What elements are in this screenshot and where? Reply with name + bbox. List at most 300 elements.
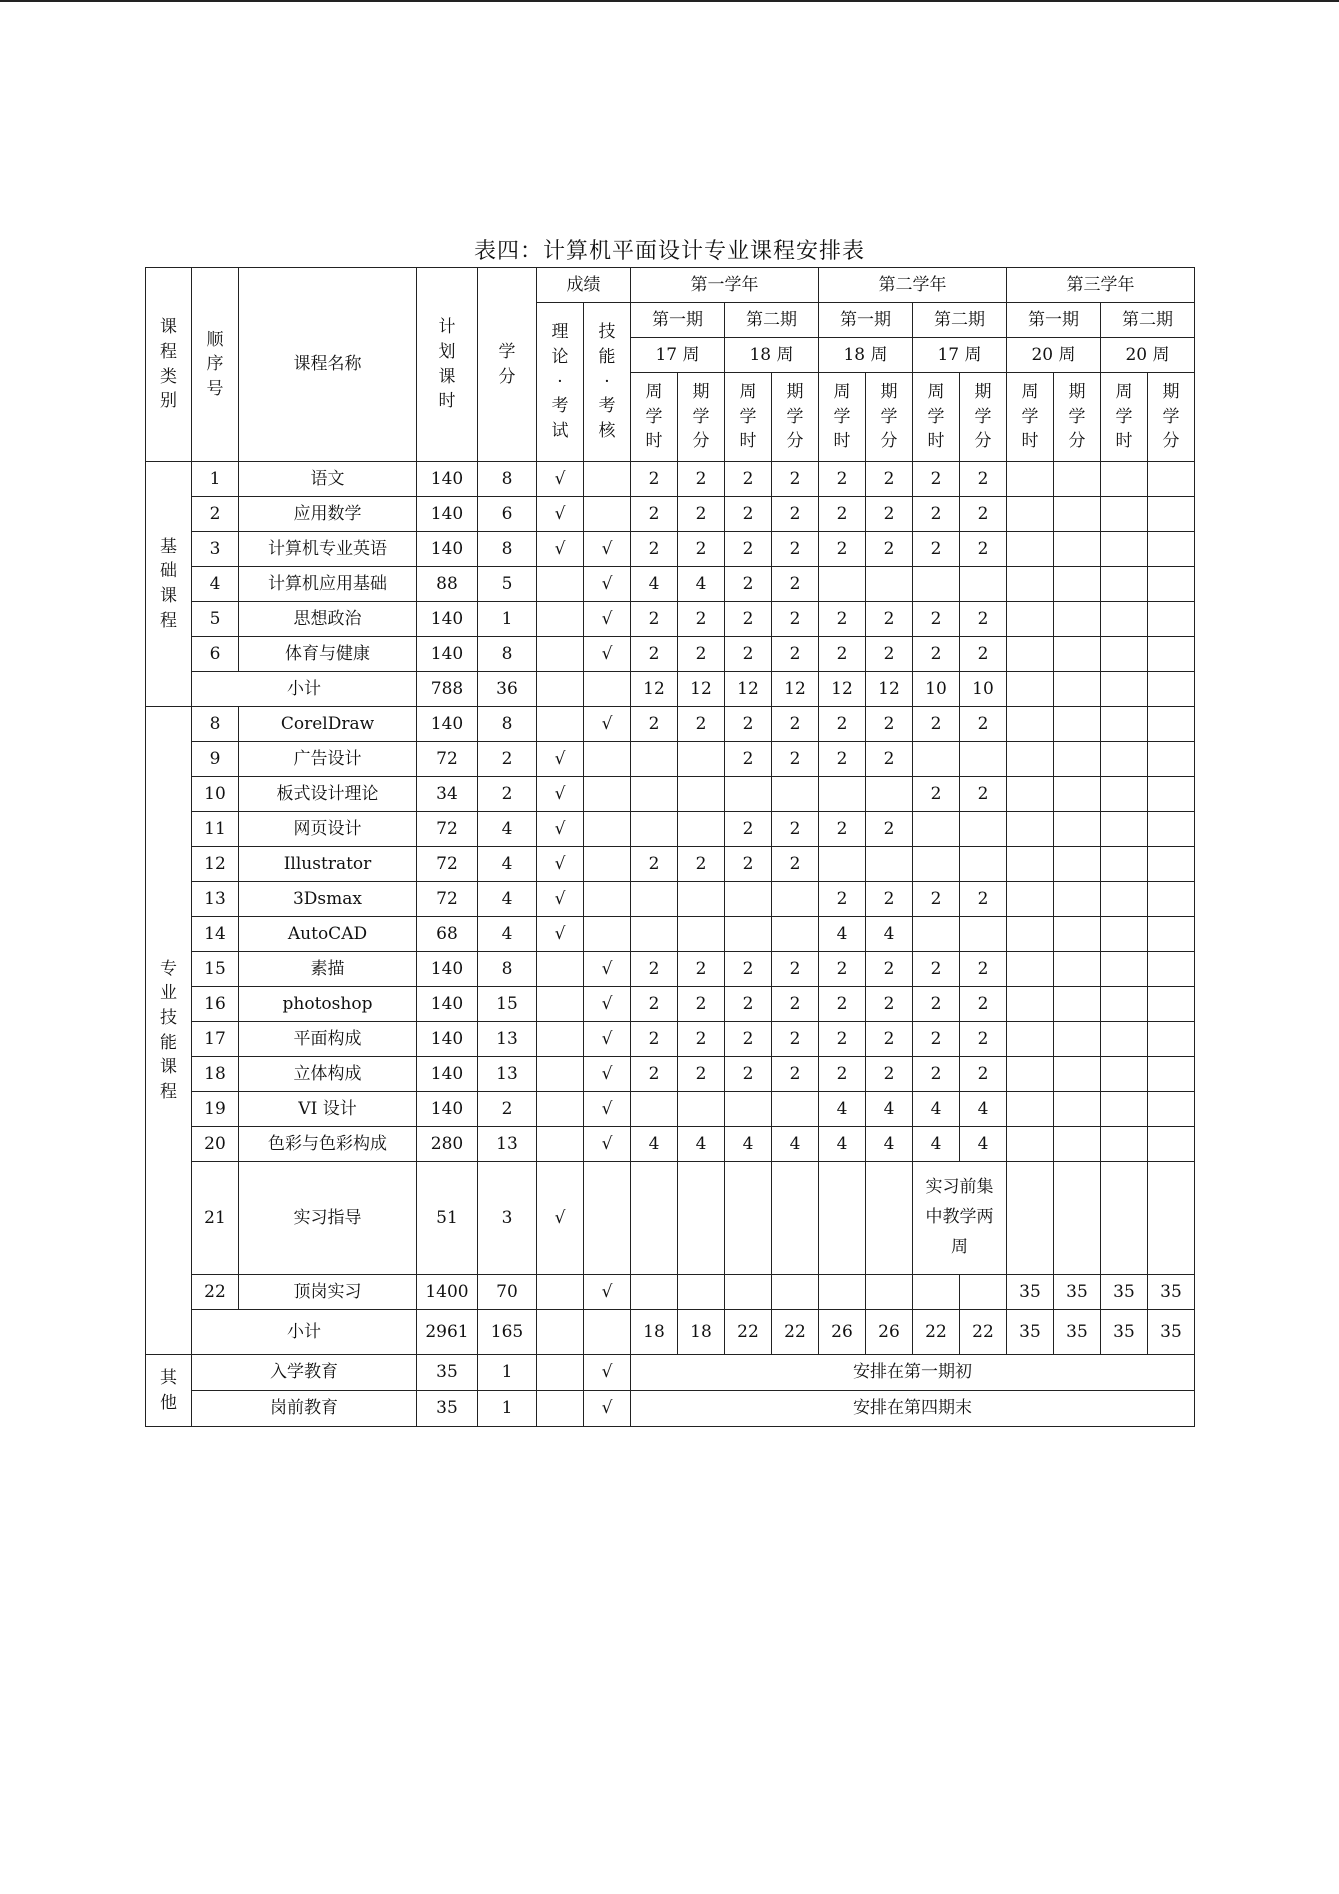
theory-exam-cell [537,952,584,987]
theory-exam-cell [537,1127,584,1162]
subtotal-hours: 2961 [417,1310,478,1355]
theory-exam-cell: √ [537,847,584,882]
seq-cell: 20 [192,1127,239,1162]
schedule-cell [772,882,819,917]
course-name-cell: 立体构成 [239,1057,417,1092]
schedule-cell [1148,987,1195,1022]
schedule-cell: 2 [960,1022,1007,1057]
table-row [146,497,1195,532]
course-name-cell: 素描 [239,952,417,987]
header-term-credits: 期 学 分 [960,373,1007,462]
schedule-cell [1101,497,1148,532]
subtotal-label: 小计 [192,1310,417,1355]
schedule-cell [1148,742,1195,777]
credits-cell: 6 [478,497,537,532]
schedule-cell: 2 [772,847,819,882]
schedule-cell [725,1092,772,1127]
theory-exam-cell [537,637,584,672]
schedule-cell: 2 [631,602,678,637]
schedule-cell [1148,1022,1195,1057]
table-row [146,812,1195,847]
schedule-cell: 35 [1054,1275,1101,1310]
schedule-cell: 2 [866,602,913,637]
schedule-cell: 2 [960,777,1007,812]
header-credits: 学 分 [478,268,537,462]
hours-cell: 35 [417,1355,478,1391]
schedule-cell: 35 [1148,1275,1195,1310]
schedule-cell: 2 [866,532,913,567]
seq-cell: 2 [192,497,239,532]
schedule-cell [1054,497,1101,532]
schedule-cell: 2 [960,952,1007,987]
credits-cell: 2 [478,777,537,812]
schedule-cell: 2 [913,637,960,672]
theory-exam-cell: √ [537,777,584,812]
course-name-cell: 顶岗实习 [239,1275,417,1310]
schedule-cell [1054,462,1101,497]
schedule-cell: 2 [772,602,819,637]
hours-cell: 140 [417,637,478,672]
table-row [146,637,1195,672]
subtotal-cell: 12 [772,672,819,707]
schedule-cell: 2 [725,602,772,637]
schedule-cell [1101,1127,1148,1162]
table-row [146,532,1195,567]
subtotal-cell: 22 [960,1310,1007,1355]
schedule-cell [631,917,678,952]
schedule-cell: 2 [631,952,678,987]
schedule-cell [1054,567,1101,602]
credits-cell: 1 [478,602,537,637]
header-term: 第二期 [913,303,1007,338]
seq-cell: 19 [192,1092,239,1127]
schedule-cell [678,1162,725,1275]
subtotal-cell [1148,672,1195,707]
schedule-cell: 2 [631,707,678,742]
schedule-cell [772,777,819,812]
schedule-cell [1007,462,1054,497]
schedule-cell: 2 [960,532,1007,567]
header-weeks: 20 周 [1007,338,1101,373]
schedule-cell [1054,707,1101,742]
subtotal-cell: 22 [725,1310,772,1355]
schedule-cell [1054,637,1101,672]
schedule-cell [631,812,678,847]
subtotal-cell: 26 [819,1310,866,1355]
header-week-hours: 周 学 时 [913,373,960,462]
schedule-cell [1101,1162,1148,1275]
hours-cell: 140 [417,1022,478,1057]
schedule-cell [1148,567,1195,602]
schedule-cell: 2 [913,602,960,637]
header-course-name: 课程名称 [239,268,417,462]
schedule-cell [725,1275,772,1310]
credits-cell: 13 [478,1022,537,1057]
internship-note-cell: 实习前集中教学两周 [913,1162,1007,1275]
theory-exam-cell [537,567,584,602]
table-row [146,742,1195,777]
skill-exam-cell: √ [584,532,631,567]
schedule-cell [1007,497,1054,532]
theory-exam-cell [537,602,584,637]
schedule-cell [1007,707,1054,742]
subtotal-cell: 10 [960,672,1007,707]
subtotal-skill [584,672,631,707]
schedule-cell: 4 [819,1127,866,1162]
subtotal-cell [1007,672,1054,707]
header-category: 课 程 类 别 [146,268,192,462]
schedule-cell [1007,1057,1054,1092]
schedule-cell: 2 [725,497,772,532]
schedule-cell: 2 [819,742,866,777]
schedule-cell [678,917,725,952]
theory-exam-cell [537,1275,584,1310]
subtotal-cell: 35 [1148,1310,1195,1355]
course-name-cell: 3Dsmax [239,882,417,917]
theory-exam-cell [537,1022,584,1057]
schedule-cell: 4 [678,1127,725,1162]
seq-cell: 13 [192,882,239,917]
schedule-cell [1007,637,1054,672]
table-row [146,847,1195,882]
schedule-cell: 2 [678,987,725,1022]
schedule-cell: 2 [725,637,772,672]
schedule-cell: 2 [913,1022,960,1057]
schedule-cell [1148,462,1195,497]
schedule-cell: 2 [819,987,866,1022]
schedule-cell: 2 [913,707,960,742]
header-week-hours: 周 学 时 [725,373,772,462]
header-weeks: 17 周 [631,338,725,373]
seq-cell: 4 [192,567,239,602]
header-week-hours: 周 学 时 [1007,373,1054,462]
schedule-cell [819,847,866,882]
schedule-cell [1148,847,1195,882]
schedule-cell [1054,532,1101,567]
hours-cell: 140 [417,952,478,987]
schedule-cell [1007,742,1054,777]
schedule-cell: 2 [772,707,819,742]
schedule-cell [1054,987,1101,1022]
course-name-cell: 实习指导 [239,1162,417,1275]
schedule-cell: 2 [960,637,1007,672]
table-row [146,1275,1195,1310]
schedule-cell: 2 [819,532,866,567]
schedule-cell: 4 [725,1127,772,1162]
theory-exam-cell [537,987,584,1022]
header-term-credits: 期 学 分 [866,373,913,462]
course-name-cell: 板式设计理论 [239,777,417,812]
schedule-cell: 2 [819,952,866,987]
subtotal-cell: 12 [725,672,772,707]
header-year-3: 第三学年 [1007,268,1195,303]
schedule-cell: 35 [1101,1275,1148,1310]
skill-exam-cell [584,847,631,882]
credits-cell: 5 [478,567,537,602]
schedule-cell: 2 [772,742,819,777]
schedule-cell [913,1275,960,1310]
schedule-cell: 2 [866,497,913,532]
subtotal-cell: 12 [631,672,678,707]
hours-cell: 140 [417,532,478,567]
schedule-cell [1054,742,1101,777]
schedule-cell [1101,707,1148,742]
schedule-cell [1007,882,1054,917]
schedule-cell: 4 [866,1092,913,1127]
skill-exam-cell: √ [584,602,631,637]
hours-cell: 1400 [417,1275,478,1310]
header-term-credits: 期 学 分 [1148,373,1195,462]
group-basic-courses: 基 础 课 程 [146,462,192,707]
credits-cell: 4 [478,847,537,882]
course-name-cell: photoshop [239,987,417,1022]
subtotal-credits: 165 [478,1310,537,1355]
schedule-cell [1148,777,1195,812]
schedule-cell: 2 [725,462,772,497]
schedule-cell: 2 [772,532,819,567]
course-name-cell: 体育与健康 [239,637,417,672]
schedule-cell: 2 [631,497,678,532]
schedule-cell [1148,707,1195,742]
schedule-cell: 2 [960,497,1007,532]
course-name-cell: AutoCAD [239,917,417,952]
skill-exam-cell: √ [584,567,631,602]
schedule-cell [772,917,819,952]
skill-exam-cell: √ [584,1391,631,1427]
schedule-cell [1054,1022,1101,1057]
course-name-cell: 入学教育 [192,1355,417,1391]
table-row [146,1057,1195,1092]
schedule-cell: 2 [819,1022,866,1057]
schedule-cell [1007,1022,1054,1057]
schedule-cell [960,812,1007,847]
skill-exam-cell: √ [584,1275,631,1310]
course-name-cell: 网页设计 [239,812,417,847]
table-row [146,1162,1195,1275]
seq-cell: 15 [192,952,239,987]
table-row [146,602,1195,637]
schedule-cell: 4 [819,1092,866,1127]
schedule-cell: 2 [913,532,960,567]
seq-cell: 11 [192,812,239,847]
schedule-cell [772,1162,819,1275]
seq-cell: 12 [192,847,239,882]
schedule-cell [1148,1092,1195,1127]
subtotal-cell: 22 [772,1310,819,1355]
schedule-cell [960,1275,1007,1310]
schedule-cell: 2 [725,567,772,602]
skill-exam-cell [584,497,631,532]
credits-cell: 3 [478,1162,537,1275]
table-row [146,1092,1195,1127]
skill-exam-cell: √ [584,1092,631,1127]
schedule-cell [1007,847,1054,882]
theory-exam-cell: √ [537,532,584,567]
skill-exam-cell [584,462,631,497]
schedule-cell: 2 [678,952,725,987]
subtotal-theory [537,672,584,707]
header-week-hours: 周 学 时 [1101,373,1148,462]
schedule-cell: 2 [819,602,866,637]
schedule-cell [678,1275,725,1310]
theory-exam-cell: √ [537,917,584,952]
header-weeks: 20 周 [1101,338,1195,373]
schedule-cell [960,742,1007,777]
credits-cell: 2 [478,1092,537,1127]
credits-cell: 4 [478,917,537,952]
subtotal-theory [537,1310,584,1355]
course-name-cell: 色彩与色彩构成 [239,1127,417,1162]
schedule-cell [1101,777,1148,812]
schedule-cell: 2 [819,812,866,847]
schedule-cell: 2 [913,952,960,987]
schedule-cell [1148,532,1195,567]
subtotal-cell: 35 [1054,1310,1101,1355]
schedule-cell [1148,637,1195,672]
theory-exam-cell: √ [537,882,584,917]
schedule-cell: 2 [631,462,678,497]
skill-exam-cell: √ [584,987,631,1022]
schedule-cell: 2 [913,1057,960,1092]
credits-cell: 2 [478,742,537,777]
schedule-cell: 2 [725,1022,772,1057]
hours-cell: 140 [417,602,478,637]
header-term-credits: 期 学 分 [1054,373,1101,462]
subtotal-row [146,1310,1195,1355]
schedule-cell: 2 [819,462,866,497]
schedule-cell [866,1162,913,1275]
subtotal-cell: 35 [1007,1310,1054,1355]
seq-cell: 3 [192,532,239,567]
schedule-cell [1101,742,1148,777]
schedule-cell [678,882,725,917]
course-name-cell: 应用数学 [239,497,417,532]
course-name-cell: 平面构成 [239,1022,417,1057]
schedule-cell: 2 [631,637,678,672]
theory-exam-cell: √ [537,1162,584,1275]
schedule-cell [772,1275,819,1310]
schedule-cell: 2 [772,567,819,602]
schedule-cell [960,567,1007,602]
schedule-cell [631,742,678,777]
schedule-cell [1007,567,1054,602]
table-row [146,882,1195,917]
schedule-cell: 2 [960,602,1007,637]
schedule-cell: 2 [913,462,960,497]
header-week-hours: 周 学 时 [631,373,678,462]
seq-cell: 6 [192,637,239,672]
header-term: 第二期 [1101,303,1195,338]
credits-cell: 1 [478,1355,537,1391]
credits-cell: 8 [478,952,537,987]
theory-exam-cell: √ [537,812,584,847]
schedule-cell [1007,1127,1054,1162]
schedule-cell [1101,847,1148,882]
schedule-cell [1148,812,1195,847]
schedule-cell [1007,777,1054,812]
header-weeks: 18 周 [725,338,819,373]
schedule-cell: 2 [678,1022,725,1057]
schedule-cell [1054,777,1101,812]
credits-cell: 13 [478,1057,537,1092]
schedule-cell: 2 [631,987,678,1022]
arrangement-note-cell: 安排在第一期初 [631,1355,1195,1391]
header-year-1: 第一学年 [631,268,819,303]
subtotal-label: 小计 [192,672,417,707]
hours-cell: 140 [417,1092,478,1127]
subtotal-cell: 18 [678,1310,725,1355]
schedule-cell: 2 [960,1057,1007,1092]
schedule-cell: 2 [631,847,678,882]
header-grade: 成绩 [537,268,631,303]
schedule-cell: 2 [725,812,772,847]
schedule-cell: 2 [678,707,725,742]
schedule-cell: 2 [960,987,1007,1022]
course-name-cell: 计算机专业英语 [239,532,417,567]
schedule-cell [1101,462,1148,497]
hours-cell: 72 [417,742,478,777]
subtotal-cell: 12 [866,672,913,707]
hours-cell: 140 [417,707,478,742]
schedule-cell: 2 [772,637,819,672]
schedule-cell [913,917,960,952]
header-weeks: 18 周 [819,338,913,373]
seq-cell: 9 [192,742,239,777]
schedule-cell [866,777,913,812]
schedule-cell: 4 [631,567,678,602]
subtotal-cell: 12 [678,672,725,707]
schedule-cell [1054,1127,1101,1162]
schedule-cell: 2 [866,882,913,917]
subtotal-cell: 26 [866,1310,913,1355]
group-professional-courses: 专 业 技 能 课 程 [146,707,192,1355]
schedule-cell [1054,847,1101,882]
table-row [146,1391,1195,1427]
skill-exam-cell [584,1162,631,1275]
subtotal-credits: 36 [478,672,537,707]
table-row [146,952,1195,987]
page-top-rule [0,0,1339,2]
schedule-cell [725,882,772,917]
schedule-cell [866,567,913,602]
skill-exam-cell: √ [584,1355,631,1391]
schedule-cell: 2 [819,497,866,532]
schedule-cell [1054,812,1101,847]
schedule-cell: 2 [866,812,913,847]
schedule-cell [1101,602,1148,637]
schedule-cell [819,1275,866,1310]
schedule-cell: 2 [631,532,678,567]
hours-cell: 72 [417,812,478,847]
table-row [146,777,1195,812]
table-row [146,917,1195,952]
schedule-cell: 2 [772,987,819,1022]
seq-cell: 17 [192,1022,239,1057]
schedule-cell: 2 [772,1057,819,1092]
seq-cell: 18 [192,1057,239,1092]
schedule-cell [1148,602,1195,637]
schedule-cell [631,777,678,812]
group-other: 其 他 [146,1355,192,1427]
header-planned-hours: 计 划 课 时 [417,268,478,462]
schedule-cell: 2 [960,707,1007,742]
table-row [146,1127,1195,1162]
header-term: 第一期 [819,303,913,338]
course-name-cell: VI 设计 [239,1092,417,1127]
subtotal-cell [1101,672,1148,707]
schedule-cell: 2 [866,1057,913,1092]
skill-exam-cell: √ [584,637,631,672]
